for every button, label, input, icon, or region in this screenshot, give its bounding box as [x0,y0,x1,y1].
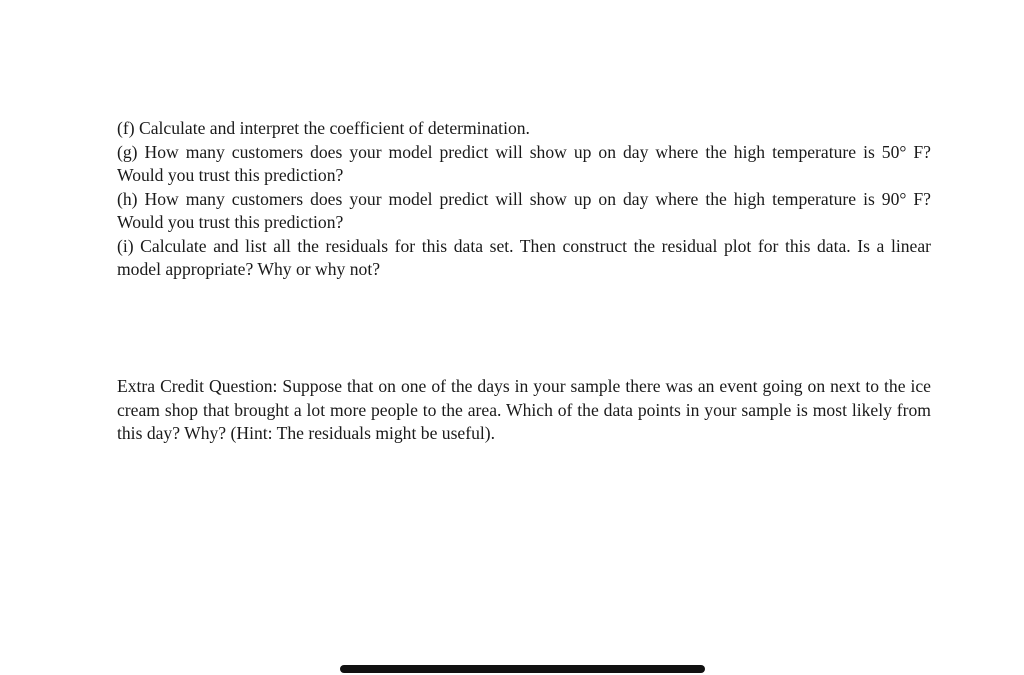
question-g: (g) How many customers does your model predict will show up on day where the high temperature is 50° F? Would you trust this prediction? [117,141,931,185]
question-list [117,117,931,282]
question-h: (h) How many customers does your model predict will show up on day where the high temperature is 90° F? Would you trust this prediction? [117,188,931,232]
extra-credit-section [117,375,931,446]
home-indicator-bar[interactable] [340,665,705,673]
extra-credit-question: Extra Credit Question: Suppose that on one of the days in your sample there was an event going on next to the ice cream shop that brought a lot more people to the area. Which of the data points in your sample is most likely from this day? Why? (Hint: The residuals might be useful). [117,376,931,443]
question-i: (i) Calculate and list all the residuals for this data set. Then construct the residual plot for this data. Is a linear model appropriate? Why or why not? [117,235,931,279]
question-f: (f) Calculate and interpret the coefficient of determination. [117,118,530,138]
